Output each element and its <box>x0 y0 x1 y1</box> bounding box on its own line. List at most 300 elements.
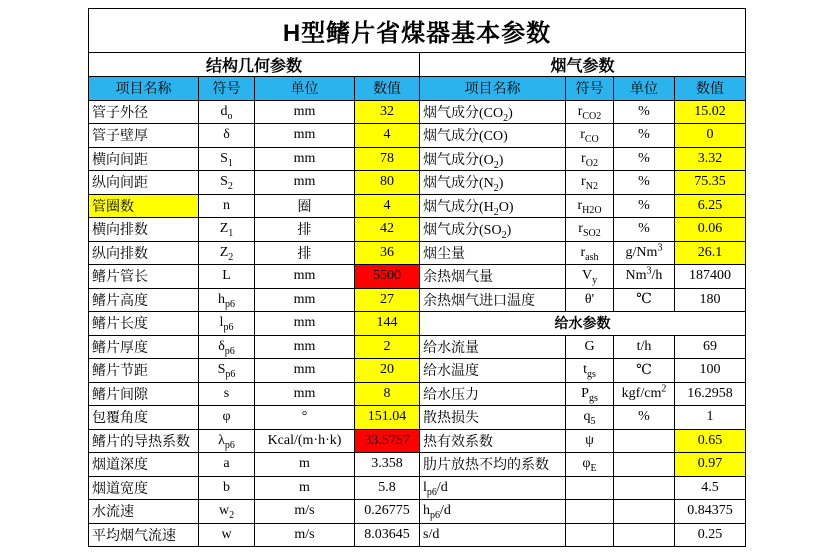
parameter-name: /d <box>436 479 448 495</box>
structure-value-cell[interactable] <box>355 241 420 265</box>
name-subscript: 2 <box>501 230 507 241</box>
value: 1 <box>706 409 714 425</box>
parameter-name: 管子壁厚 <box>92 129 148 145</box>
parameter-name: ) <box>498 176 504 192</box>
unit_text: kgf/cm <box>621 385 662 401</box>
water-value-cell[interactable] <box>675 453 746 477</box>
unit_superscript: 3 <box>646 265 652 277</box>
gas-value-cell[interactable] <box>675 288 746 312</box>
gas-symbol-cell <box>566 147 614 171</box>
parameter-name: 管子外径 <box>92 105 148 121</box>
structure-name-cell <box>89 194 199 218</box>
unit_superscript: 3 <box>657 242 663 254</box>
unit: mm <box>293 362 316 378</box>
value: 36 <box>380 244 394 260</box>
parameter-name: 鳍片的导热系数 <box>92 434 190 450</box>
structure-unit-cell <box>255 124 355 148</box>
structure-symbol-cell <box>199 359 255 383</box>
structure-unit-cell <box>255 500 355 524</box>
parameter-name: l <box>423 479 427 495</box>
symbol: d <box>220 103 228 119</box>
symbol: φ <box>222 409 231 425</box>
table-row <box>89 476 746 500</box>
structure-unit-cell <box>255 406 355 430</box>
symbol: w <box>221 526 232 542</box>
structure-name-cell <box>89 124 199 148</box>
water-value-cell[interactable] <box>675 406 746 430</box>
structure-value-cell[interactable] <box>355 218 420 242</box>
value: 0.06 <box>697 221 723 237</box>
symbol-subscript: E <box>590 463 597 475</box>
structure-value-cell[interactable] <box>355 359 420 383</box>
name-subscript: p6 <box>426 486 437 498</box>
unit: m/s <box>294 526 315 542</box>
parameter-name: /d <box>440 503 451 519</box>
symbol: a <box>223 456 230 472</box>
structure-unit-cell <box>255 335 355 359</box>
structure-name-cell <box>89 100 199 124</box>
parameter-name: 横向排数 <box>92 223 148 239</box>
table-row <box>89 500 746 524</box>
parameter-name: 给水流量 <box>423 340 479 356</box>
structure-symbol-cell <box>199 523 255 547</box>
unit: % <box>638 221 650 237</box>
structure-symbol-cell <box>199 312 255 336</box>
water-unit-cell <box>614 476 675 500</box>
parameter-name: 热有效系数 <box>423 434 493 450</box>
page-title: H型鳍片省煤器基本参数 <box>89 9 746 53</box>
structure-value-cell[interactable] <box>355 312 420 336</box>
unit: mm <box>293 174 316 190</box>
structure-unit-cell <box>255 100 355 124</box>
value: 32 <box>380 103 394 119</box>
water-unit-cell <box>614 406 675 430</box>
section-title-structure: 结构几何参数 <box>89 53 420 77</box>
unit: 排 <box>297 223 312 239</box>
symbol: δ <box>223 127 230 143</box>
unit_text: g/Nm <box>625 244 658 260</box>
gas-name-cell <box>420 194 566 218</box>
water-value-cell[interactable] <box>675 335 746 359</box>
water-name-cell <box>420 523 566 547</box>
gas-value-cell[interactable] <box>675 171 746 195</box>
gas-name-cell <box>420 124 566 148</box>
unit: mm <box>293 268 316 284</box>
parameter-name: 管圈数 <box>92 199 134 215</box>
parameter-name: 给水温度 <box>423 364 479 380</box>
structure-name-cell <box>89 312 199 336</box>
value: 5.8 <box>378 479 396 495</box>
value: 0.65 <box>697 432 723 448</box>
water-symbol-cell <box>566 523 614 547</box>
symbol: w <box>218 503 230 519</box>
structure-unit-cell <box>255 359 355 383</box>
symbol-subscript: 1 <box>228 228 234 240</box>
table-row <box>89 288 746 312</box>
structure-unit-cell <box>255 288 355 312</box>
symbol-subscript: CO <box>584 134 599 146</box>
symbol-subscript: p6 <box>225 298 235 310</box>
table-row <box>89 429 746 453</box>
unit: mm <box>293 103 316 119</box>
value: 8 <box>383 385 391 401</box>
gas-name-cell <box>420 241 566 265</box>
unit: ℃ <box>636 292 652 308</box>
symbol: r <box>581 150 586 166</box>
water-value-cell[interactable] <box>675 523 746 547</box>
structure-name-cell <box>89 382 199 406</box>
parameter-name: 烟道深度 <box>92 458 148 474</box>
symbol-subscript: H2O <box>582 204 602 216</box>
structure-unit-cell <box>255 241 355 265</box>
structure-value-cell[interactable] <box>355 171 420 195</box>
symbol-subscript: o <box>227 110 233 122</box>
gas-value-cell[interactable] <box>675 241 746 265</box>
unit: t/h <box>636 338 652 354</box>
symbol: s <box>223 385 230 401</box>
parameter-name: 烟道宽度 <box>92 481 148 497</box>
parameter-name: 余热烟气进口温度 <box>423 293 535 309</box>
symbol: G <box>584 338 595 354</box>
water-value-cell[interactable] <box>675 429 746 453</box>
parameter-name: ) <box>498 152 504 168</box>
gas-symbol-cell <box>566 171 614 195</box>
unit: % <box>638 409 650 425</box>
table-row <box>89 147 746 171</box>
symbol-subscript: 1 <box>227 157 233 169</box>
water-symbol-cell <box>566 500 614 524</box>
value: 75.35 <box>694 174 726 190</box>
structure-symbol-cell <box>199 241 255 265</box>
water-name-cell <box>420 429 566 453</box>
structure-name-cell <box>89 476 199 500</box>
structure-value-cell[interactable] <box>355 265 420 289</box>
table-row <box>89 453 746 477</box>
value: 42 <box>380 221 394 237</box>
structure-symbol-cell <box>199 194 255 218</box>
gas-unit-cell <box>614 147 675 171</box>
symbol: λ <box>218 432 225 448</box>
parameter-name: 纵向排数 <box>92 246 148 262</box>
header-symbol: 符号 <box>566 77 614 101</box>
unit_superscript: 2 <box>661 383 667 395</box>
name-subscript: 2 <box>503 112 509 124</box>
gas-value-cell[interactable] <box>675 147 746 171</box>
structure-name-cell <box>89 429 199 453</box>
symbol-subscript: CO2 <box>582 110 602 122</box>
value: 187400 <box>689 268 731 284</box>
structure-value-cell[interactable] <box>355 288 420 312</box>
value: 15.02 <box>694 103 726 119</box>
structure-symbol-cell <box>199 476 255 500</box>
structure-unit-cell <box>255 429 355 453</box>
parameter-name: 平均烟气流速 <box>92 528 176 544</box>
table-row <box>89 359 746 383</box>
value: 0.26775 <box>364 503 410 519</box>
header-name: 项目名称 <box>89 77 199 101</box>
gas-value-cell[interactable] <box>675 218 746 242</box>
symbol: V <box>581 268 593 284</box>
structure-symbol-cell <box>199 124 255 148</box>
parameter-name: ) <box>506 223 512 239</box>
parameter-name: 余热烟气量 <box>423 270 493 286</box>
value: 33.5757 <box>364 432 410 448</box>
parameter-table <box>88 8 746 547</box>
table-row <box>89 523 746 547</box>
structure-symbol-cell <box>199 335 255 359</box>
symbol: q <box>583 409 591 425</box>
structure-value-cell[interactable] <box>355 500 420 524</box>
symbol: P <box>581 385 589 401</box>
parameter-name: 散热损失 <box>423 411 479 427</box>
symbol: t <box>583 362 587 378</box>
header-value: 数值 <box>355 77 420 101</box>
value: 78 <box>380 150 394 166</box>
value: 180 <box>699 291 721 307</box>
unit: mm <box>293 315 316 331</box>
water-value-cell[interactable] <box>675 359 746 383</box>
gas-name-cell <box>420 171 566 195</box>
structure-value-cell[interactable] <box>355 194 420 218</box>
parameter-name: 鳍片厚度 <box>92 340 148 356</box>
name-subscript: 2 <box>493 206 499 218</box>
water-symbol-cell <box>566 359 614 383</box>
water-unit-cell <box>614 335 675 359</box>
value: 20 <box>380 362 394 378</box>
unit: ℃ <box>636 362 652 378</box>
header-unit: 单位 <box>255 77 355 101</box>
parameter-name: 鳍片长度 <box>92 317 148 333</box>
value: 144 <box>376 315 398 331</box>
table-row <box>89 171 746 195</box>
parameter-name: 肋片放热不均的系数 <box>423 458 549 474</box>
symbol-subscript: N2 <box>585 181 598 193</box>
value: 3.32 <box>697 150 723 166</box>
structure-value-cell[interactable] <box>355 124 420 148</box>
value: 5500 <box>373 268 401 284</box>
table-row <box>89 241 746 265</box>
unit: m <box>299 479 310 495</box>
symbol: r <box>580 244 586 260</box>
structure-unit-cell <box>255 218 355 242</box>
gas-unit-cell <box>614 194 675 218</box>
section-title: 给水参数 <box>554 315 611 332</box>
water-value-cell[interactable] <box>675 382 746 406</box>
water-name-cell <box>420 382 566 406</box>
symbol-subscript: p6 <box>225 369 236 381</box>
name-subscript: p6 <box>430 510 440 522</box>
water-name-cell <box>420 335 566 359</box>
parameter-name: 鳍片管长 <box>92 270 148 286</box>
symbol-subscript: gs <box>586 369 596 381</box>
symbol-subscript: y <box>592 275 598 287</box>
symbol: r <box>578 221 583 237</box>
parameter-name: 烟气成分(CO) <box>423 129 508 145</box>
value: 2 <box>383 338 391 354</box>
unit_text: Nm <box>625 268 647 284</box>
water-name-cell <box>420 476 566 500</box>
value: 69 <box>703 338 717 354</box>
water-symbol-cell <box>566 453 614 477</box>
gas-symbol-cell <box>566 100 614 124</box>
water-symbol-cell <box>566 429 614 453</box>
symbol-subscript: O2 <box>585 157 598 169</box>
symbol: r <box>580 127 585 143</box>
structure-unit-cell <box>255 382 355 406</box>
value: 151.04 <box>367 409 407 425</box>
unit: % <box>638 174 650 190</box>
symbol: h <box>218 291 225 307</box>
water-symbol-cell <box>566 335 614 359</box>
unit: mm <box>293 127 316 143</box>
gas-symbol-cell <box>566 218 614 242</box>
structure-symbol-cell <box>199 147 255 171</box>
symbol-subscript: gs <box>588 392 598 404</box>
header-name: 项目名称 <box>420 77 566 101</box>
gas-symbol-cell <box>566 194 614 218</box>
structure-unit-cell <box>255 312 355 336</box>
structure-name-cell <box>89 335 199 359</box>
structure-value-cell[interactable] <box>355 406 420 430</box>
water-value-cell[interactable] <box>675 476 746 500</box>
unit: mm <box>293 291 316 307</box>
value: 16.2958 <box>687 385 733 401</box>
water-name-cell <box>420 359 566 383</box>
parameter-name: 横向间距 <box>92 152 148 168</box>
structure-value-cell[interactable] <box>355 335 420 359</box>
symbol-subscript: ash <box>585 251 599 263</box>
parameter-name: 烟尘量 <box>423 246 465 262</box>
value: 4 <box>383 197 391 213</box>
parameter-name: s/d <box>423 526 440 542</box>
gas-symbol-cell <box>566 124 614 148</box>
water-unit-cell <box>614 523 675 547</box>
unit: % <box>638 127 650 143</box>
table-row <box>89 382 746 406</box>
symbol: L <box>222 268 231 284</box>
parameter-name: 烟气成分(N <box>423 176 494 192</box>
table-row <box>89 194 746 218</box>
structure-name-cell <box>89 406 199 430</box>
parameter-name: 烟气成分(O <box>423 152 494 168</box>
gas-value-cell[interactable] <box>675 265 746 289</box>
unit: % <box>638 103 650 119</box>
header-symbol: 符号 <box>199 77 255 101</box>
value: 8.03645 <box>364 526 410 542</box>
table-row <box>89 265 746 289</box>
gas-unit-cell <box>614 124 675 148</box>
structure-symbol-cell <box>199 288 255 312</box>
unit: mm <box>293 338 316 354</box>
symbol: r <box>577 103 583 119</box>
table-row <box>89 100 746 124</box>
structure-name-cell <box>89 241 199 265</box>
symbol: S <box>217 362 226 378</box>
unit: % <box>638 150 650 166</box>
value: 27 <box>380 291 394 307</box>
gas-unit-cell <box>614 171 675 195</box>
gas-value-cell[interactable] <box>675 194 746 218</box>
symbol: δ <box>218 338 225 354</box>
structure-unit-cell <box>255 453 355 477</box>
structure-symbol-cell <box>199 429 255 453</box>
table-row <box>89 124 746 148</box>
structure-name-cell <box>89 523 199 547</box>
structure-value-cell[interactable] <box>355 453 420 477</box>
structure-value-cell[interactable] <box>355 523 420 547</box>
structure-value-cell[interactable] <box>355 100 420 124</box>
structure-unit-cell <box>255 523 355 547</box>
gas-value-cell[interactable] <box>675 100 746 124</box>
parameter-name: ) <box>508 105 513 121</box>
structure-value-cell[interactable] <box>355 147 420 171</box>
structure-name-cell <box>89 171 199 195</box>
header-unit: 单位 <box>614 77 675 101</box>
table-row <box>89 312 746 336</box>
gas-symbol-cell <box>566 265 614 289</box>
water-value-cell[interactable] <box>675 500 746 524</box>
section-title-feedwater <box>420 312 746 336</box>
symbol: φ <box>582 456 591 472</box>
structure-name-cell <box>89 218 199 242</box>
structure-symbol-cell <box>199 500 255 524</box>
symbol: S <box>220 150 228 166</box>
value: 0.25 <box>697 526 723 542</box>
structure-unit-cell <box>255 194 355 218</box>
gas-unit-cell <box>614 241 675 265</box>
gas-value-cell[interactable] <box>675 124 746 148</box>
structure-value-cell[interactable] <box>355 382 420 406</box>
unit: m/s <box>294 503 315 519</box>
gas-unit-cell <box>614 218 675 242</box>
parameter-name: 烟气成分(SO <box>423 223 502 239</box>
value: 80 <box>380 174 394 190</box>
value: 3.358 <box>371 456 403 472</box>
gas-name-cell <box>420 288 566 312</box>
structure-unit-cell <box>255 476 355 500</box>
structure-symbol-cell <box>199 171 255 195</box>
gas-unit-cell <box>614 100 675 124</box>
structure-unit-cell <box>255 147 355 171</box>
symbol-subscript: 2 <box>228 251 234 263</box>
symbol-subscript: 2 <box>227 181 233 193</box>
structure-unit-cell <box>255 171 355 195</box>
water-unit-cell <box>614 500 675 524</box>
symbol: r <box>581 174 586 190</box>
symbol: r <box>577 197 583 213</box>
structure-symbol-cell <box>199 453 255 477</box>
gas-name-cell <box>420 265 566 289</box>
parameter-name: 纵向间距 <box>92 176 148 192</box>
unit: mm <box>293 385 316 401</box>
symbol-subscript: 2 <box>229 510 235 522</box>
value: 6.25 <box>697 197 723 213</box>
structure-value-cell[interactable] <box>355 476 420 500</box>
structure-symbol-cell <box>199 218 255 242</box>
gas-name-cell <box>420 147 566 171</box>
value: 4.5 <box>701 479 719 495</box>
water-unit-cell <box>614 359 675 383</box>
symbol-subscript: p6 <box>224 439 235 451</box>
header-value: 数值 <box>675 77 746 101</box>
parameter-name: 烟气成分(H <box>423 199 494 215</box>
structure-name-cell <box>89 147 199 171</box>
gas-symbol-cell <box>566 288 614 312</box>
gas-unit-cell <box>614 265 675 289</box>
structure-value-cell[interactable] <box>355 429 420 453</box>
parameter-name: h <box>423 503 430 519</box>
parameter-name: O) <box>498 199 514 215</box>
